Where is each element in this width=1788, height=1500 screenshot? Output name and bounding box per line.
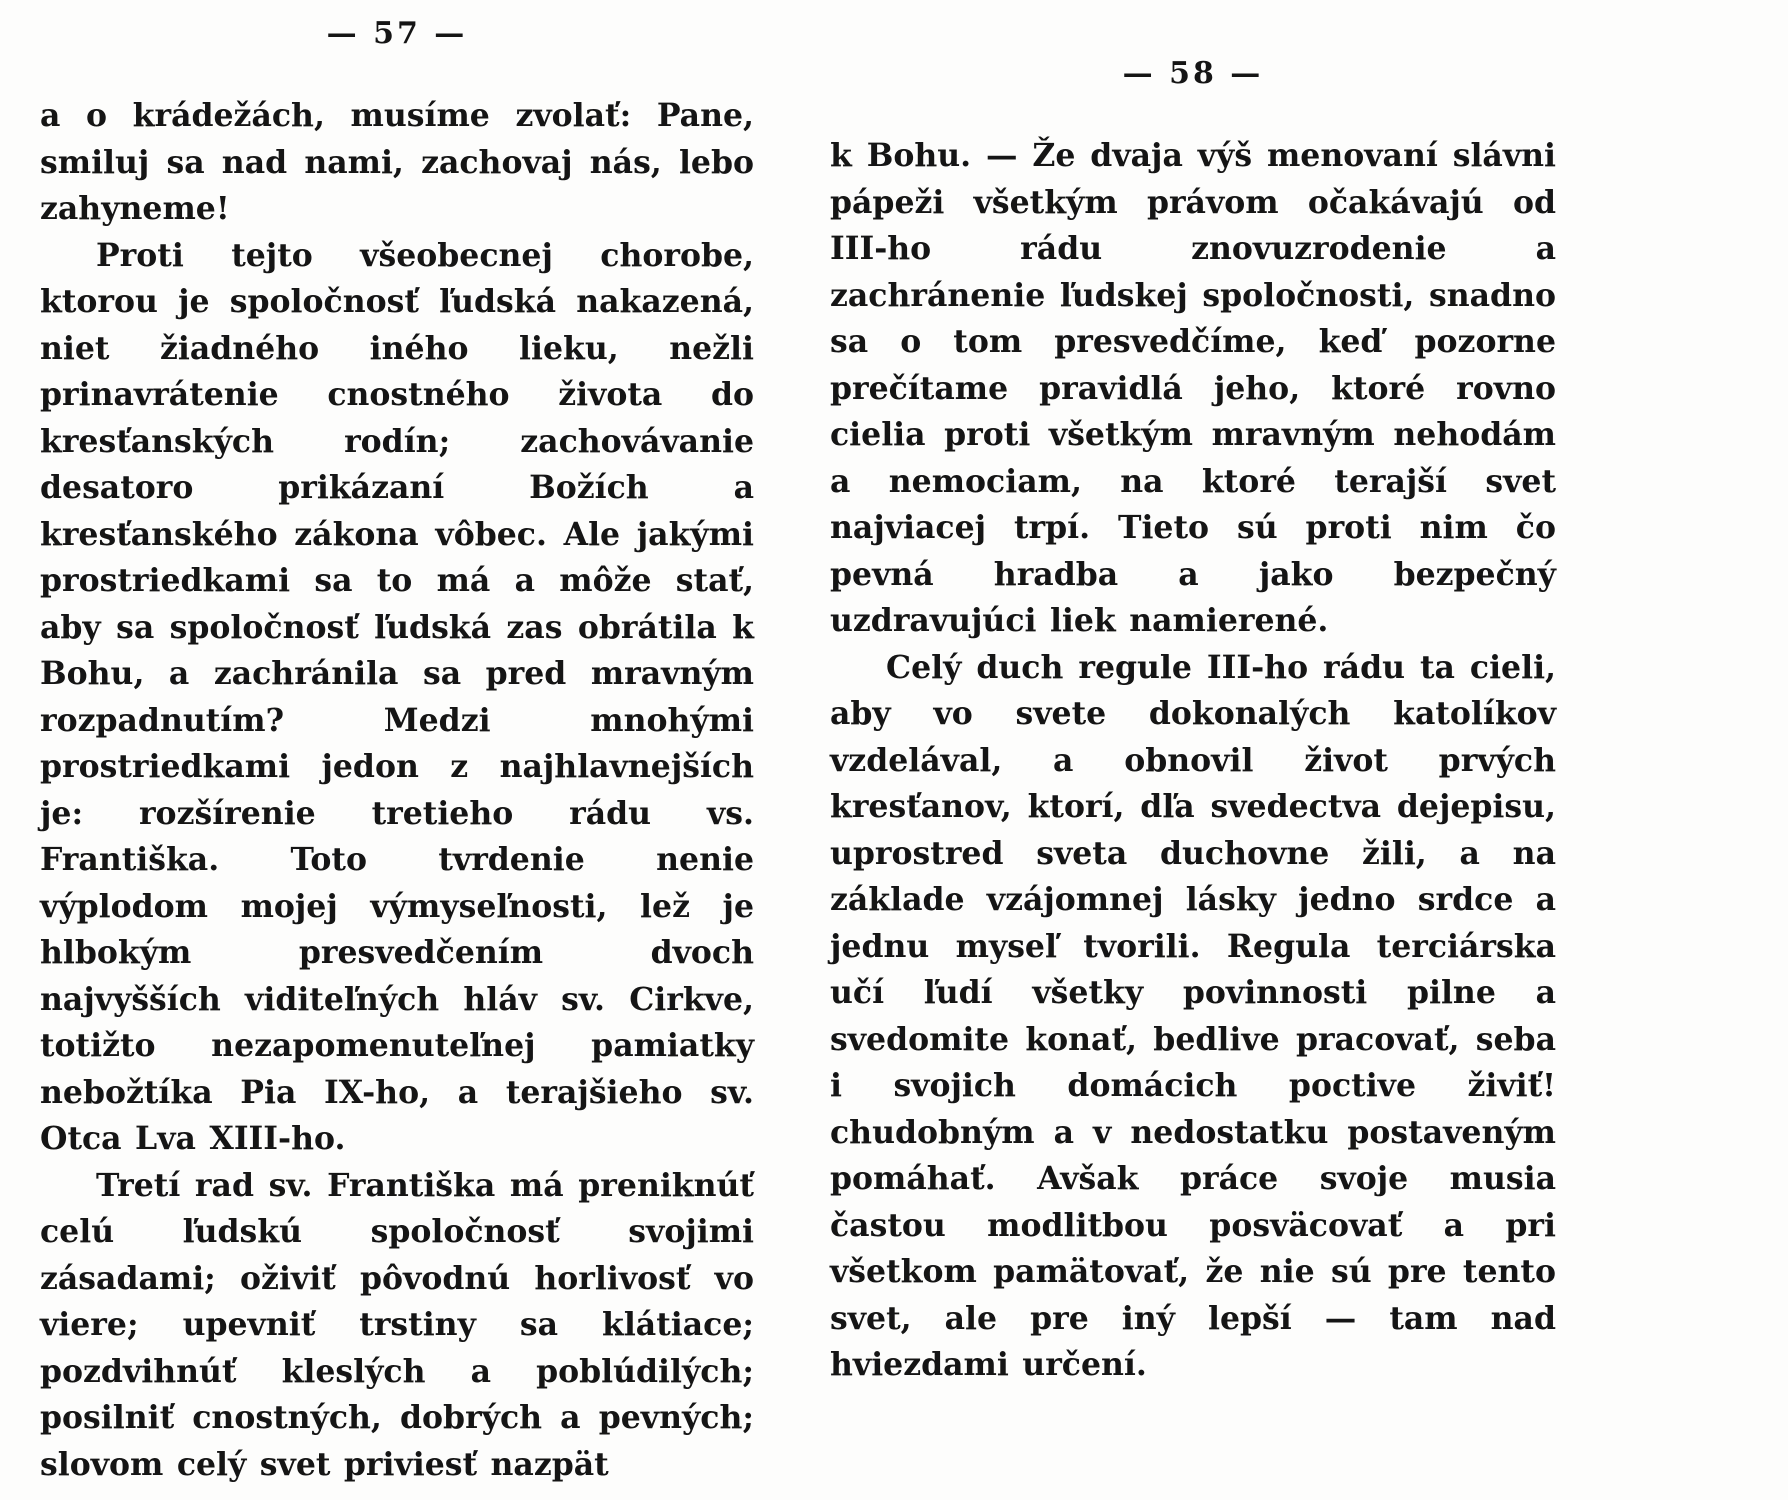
paragraph: k Bohu. — Že dvaja výš menovaní slávni pápeži všetkým právom očakávajú od III-ho rádu znovuzrodenie a zachránenie ľudskej spoločnosti, snadno sa o tom presvedčíme, keď pozorne prečítame pravidlá jeho, ktoré rovno cielia proti všetkým mravným nehodám a nemociam, na ktoré terajší svet najviacej trpí. Tieto sú proti nim čo pevná hradba a jako bezpečný uzdravujúci liek namierené. bbox=[830, 137, 1556, 639]
page-number: — 58 — bbox=[1122, 56, 1264, 91]
page-57 bbox=[40, 0, 754, 1488]
paragraph: Proti tejto všeobecnej chorobe, ktorou je spoločnosť ľudská nakazená, niet žiadného iného lieku, nežli prinavrátenie cnostného života do kresťanských rodín; zachovávanie desatoro prikázaní Božích a kresťanského zákona vôbec. Ale jakými prostriedkami sa to má a môže stať, aby sa spoločnosť ľudská zas obrátila k Bohu, a zachránila sa pred mravným rozpadnutím? Medzi mnohými prostriedkami jedon z najhlavnejších je: rozšírenie tretieho rádu vs. Františka. Toto tvrdenie nenie výplodom mojej výmyseľnosti, lež je hlbokým presvedčením dvoch najvyšších viditeľných hláv sv. Cirkve, totižto nezapomenuteľnej pamiatky nebožtíka Pia IX-ho, a terajšieho sv. Otca Lva XIII-ho. bbox=[40, 236, 754, 1157]
page-58 bbox=[830, 0, 1556, 1389]
page-number: — 57 — bbox=[326, 16, 468, 51]
paragraph: Tretí rad sv. Františka má preniknúť celú ľudskú spoločnosť svojimi zásadami; oživiť pôvodnú horlivosť vo viere; upevniť trstiny sa klátiace; pozdvihnúť kleslých a poblúdilých; posilniť cnostných, dobrých a pevných; slovom celý svet priviesť nazpät bbox=[40, 1166, 754, 1483]
paragraph: Celý duch regule III-ho rádu ta cieli, aby vo svete dokonalých katolíkov vzdelával, a obnovil život prvých kresťanov, ktorí, dľa svedectva dejepisu, uprostred sveta duchovne žili, a na základe vzájomnej lásky jedno srdce a jednu myseľ tvorili. Regula terciárska učí ľudí všetky povinnosti pilne a svedomite konať, bedlive pracovať, seba i svojich domácich poctive živiť! chudobným a v nedostatku postaveným pomáhať. Avšak práce svoje musia častou modlitbou posväcovať a pri všetkom pamätovať, že nie sú pre tento svet, ale pre iný lepší — tam nad hviezdami určení. bbox=[830, 648, 1556, 1383]
paragraph: a o krádežách, musíme zvolať: Pane, smiluj sa nad nami, zachovaj nás, lebo zahyneme! bbox=[40, 97, 754, 227]
